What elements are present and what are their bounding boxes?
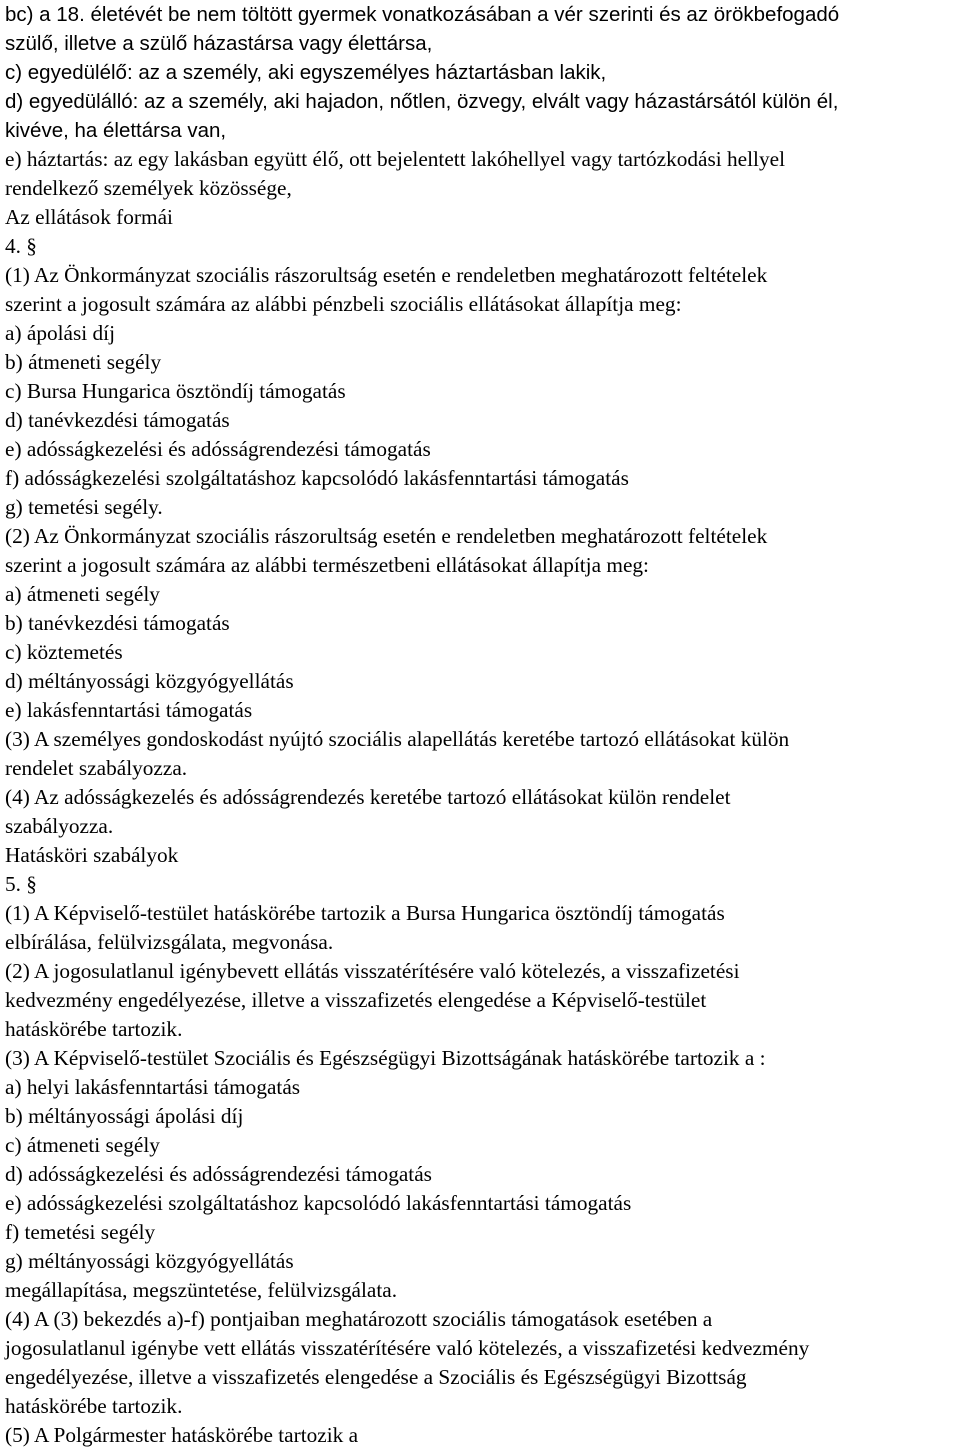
text-line: 5. §	[5, 872, 37, 896]
text-line: (4) Az adósságkezelés és adósságrendezés keretébe tartozó ellátásokat külön rendelet	[5, 785, 731, 809]
text-line: g) temetési segély.	[5, 495, 163, 519]
text-line: d) tanévkezdési támogatás	[5, 408, 230, 432]
text-line: Hatásköri szabályok	[5, 843, 179, 867]
text-line: (2) Az Önkormányzat szociális rászorultság esetén e rendeletben meghatározott feltételek	[5, 524, 768, 548]
text-line: kedvezmény engedélyezése, illetve a visszafizetés elengedése a Képviselő-testület	[5, 988, 707, 1012]
text-line: f) temetési segély	[5, 1220, 156, 1244]
text-line: jogosulatlanul igénybe vett ellátás visszatérítésére való kötelezés, a visszafizetési kedvezmény	[5, 1336, 810, 1360]
text-line: d) egyedülálló: az a személy, aki hajadon, nőtlen, özvegy, elvált vagy házastársától külön él,	[5, 90, 839, 113]
text-line: engedélyezése, illetve a visszafizetés elengedése a Szociális és Egészségügyi Bizottság	[5, 1365, 747, 1389]
text-line: hatáskörébe tartozik.	[5, 1017, 183, 1041]
text-line: (4) A (3) bekezdés a)-f) pontjaiban meghatározott szociális támogatások esetében a	[5, 1307, 713, 1331]
text-line: a) ápolási díj	[5, 321, 115, 345]
text-line: 4. §	[5, 234, 37, 258]
text-line: d) adósságkezelési és adósságrendezési támogatás	[5, 1162, 432, 1186]
text-line: Az ellátások formái	[5, 205, 173, 229]
text-line: szerint a jogosult számára az alábbi pénzbeli szociális ellátásokat állapítja meg:	[5, 292, 682, 316]
text-line: c) átmeneti segély	[5, 1133, 160, 1157]
text-line: e) lakásfenntartási támogatás	[5, 698, 253, 722]
text-line: e) háztartás: az egy lakásban együtt élő, ott bejelentett lakóhellyel vagy tartózkodási hellyel	[5, 147, 785, 171]
text-line: szabályozza.	[5, 814, 114, 838]
text-line: c) köztemetés	[5, 640, 123, 664]
text-line: b) tanévkezdési támogatás	[5, 611, 230, 635]
text-line: e) adósságkezelési szolgáltatáshoz kapcsolódó lakásfenntartási támogatás	[5, 1191, 632, 1215]
text-line: kivéve, ha élettársa van,	[5, 119, 227, 142]
text-line: hatáskörébe tartozik.	[5, 1394, 183, 1418]
text-line: rendelet szabályozza.	[5, 756, 188, 780]
text-line: szerint a jogosult számára az alábbi természetbeni ellátásokat állapítja meg:	[5, 553, 649, 577]
text-line: b) átmeneti segély	[5, 350, 162, 374]
text-line: f) adósságkezelési szolgáltatáshoz kapcsolódó lakásfenntartási támogatás	[5, 466, 629, 490]
text-line: bc) a 18. életévét be nem töltött gyermek vonatkozásában a vér szerinti és az örökbefogadó	[5, 3, 840, 26]
text-line: (1) Az Önkormányzat szociális rászorultság esetén e rendeletben meghatározott feltételek	[5, 263, 768, 287]
text-line: szülő, illetve a szülő házastársa vagy élettársa,	[5, 32, 433, 55]
text-line: c) egyedülélő: az a személy, aki egyszemélyes háztartásban lakik,	[5, 61, 607, 84]
text-line: (1) A Képviselő-testület hatáskörébe tartozik a Bursa Hungarica ösztöndíj támogatás	[5, 901, 725, 925]
text-line: g) méltányossági közgyógyellátás	[5, 1249, 294, 1273]
text-line: elbírálása, felülvizsgálata, megvonása.	[5, 930, 334, 954]
text-line: (3) A személyes gondoskodást nyújtó szociális alapellátás keretébe tartozó ellátásokat külön	[5, 727, 790, 751]
text-line: (2) A jogosulatlanul igénybevett ellátás visszatérítésére való kötelezés, a visszafizetési	[5, 959, 740, 983]
text-line: a) helyi lakásfenntartási támogatás	[5, 1075, 301, 1099]
text-line: c) Bursa Hungarica ösztöndíj támogatás	[5, 379, 346, 403]
text-line: megállapítása, megszüntetése, felülvizsgálata.	[5, 1278, 398, 1302]
text-line: d) méltányossági közgyógyellátás	[5, 669, 294, 693]
text-line: (3) A Képviselő-testület Szociális és Egészségügyi Bizottságának hatáskörébe tartozik a :	[5, 1046, 766, 1070]
text-line: (5) A Polgármester hatáskörébe tartozik a	[5, 1423, 359, 1447]
text-line: b) méltányossági ápolási díj	[5, 1104, 244, 1128]
text-line: e) adósságkezelési és adósságrendezési támogatás	[5, 437, 431, 461]
text-line: a) átmeneti segély	[5, 582, 160, 606]
text-line: rendelkező személyek közössége,	[5, 176, 292, 200]
